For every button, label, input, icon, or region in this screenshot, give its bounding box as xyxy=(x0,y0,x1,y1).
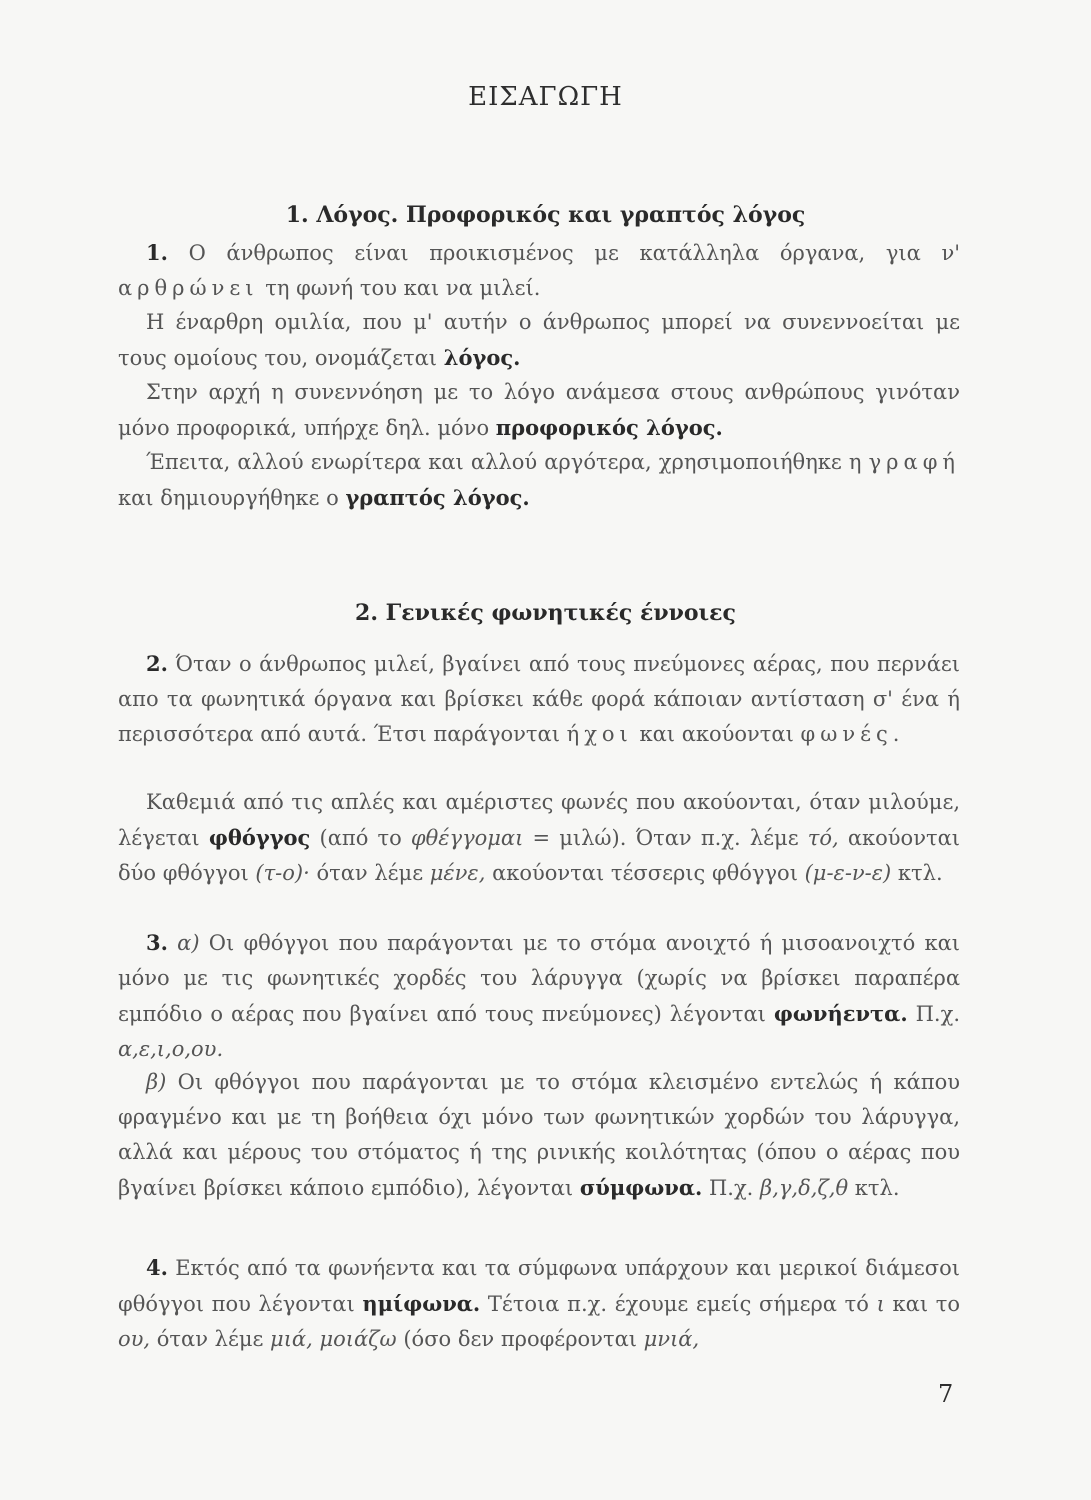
paragraph-3 xyxy=(118,375,960,446)
page-title: ΕΙΣΑΓΩΓΗ xyxy=(468,82,623,112)
bold-term: ημίφωνα. xyxy=(362,1291,481,1316)
italic-term: α) xyxy=(167,931,200,955)
paragraph-text: Καθεμιά από τις απλές και αμέριστες φωνές που ακούονται, όταν μιλούμε, λέγεται xyxy=(118,790,960,850)
paragraph-text: όταν λέμε xyxy=(150,1327,271,1351)
paragraph-text: κτλ. xyxy=(848,1176,900,1200)
paragraph-text: Στην αρχή η συνεννόηση με το λόγο ανάμεσα στους ανθρώπους γινόταν μόνο προφορικά, υπήρχε δηλ. μόνο xyxy=(118,380,960,440)
paragraph-text: Όταν ο άνθρωπος μιλεί, βγαίνει από τους πνεύμονες αέρας, που περνάει απο τα φωνητικά όργανα και βρίσκει κάθε φορά κάποιαν αντίσταση σ' ένα ή περισσότερα από αυτά. Έτσι παράγονται xyxy=(118,652,960,746)
italic-term: μένε, xyxy=(429,861,486,885)
spaced-term: ήχοι xyxy=(566,722,633,746)
spaced-term: φωνές. xyxy=(800,722,905,746)
paragraph-text: και δημιουργήθηκε ο xyxy=(118,486,346,510)
paragraph-text: Τέτοια π.χ. έχουμε εμείς σήμερα τό xyxy=(480,1292,877,1316)
paragraph-text: όταν λέμε xyxy=(309,861,430,885)
italic-term: ι xyxy=(876,1292,885,1316)
paragraph-text: Π.χ. xyxy=(702,1176,761,1200)
paragraph-8 xyxy=(118,1065,960,1206)
paragraph-text: = μιλώ). Όταν π.χ. λέμε xyxy=(523,826,808,850)
bold-term: γραπτός λόγος. xyxy=(345,485,530,510)
bold-term: σύμφωνα. xyxy=(579,1175,703,1200)
spaced-term: αρθρώνει xyxy=(118,276,259,300)
bold-term: φθόγγος xyxy=(208,825,311,850)
paragraph-4 xyxy=(118,445,960,516)
paragraph-7 xyxy=(118,925,960,1067)
paragraph-text: κτλ. xyxy=(891,861,943,885)
paragraph-2 xyxy=(118,305,960,376)
paragraph-text: Η έναρθρη ομιλία, που μ' αυτήν ο άνθρωπος μπορεί να συνεννοείται με τους ομοίους του, ονομάζεται xyxy=(118,310,960,370)
paragraph-number: 4. xyxy=(146,1255,168,1280)
paragraph-text: και ακούονται xyxy=(632,722,801,746)
italic-term: μνιά, xyxy=(643,1327,700,1351)
paragraph-6 xyxy=(118,785,960,891)
paragraph-5 xyxy=(118,646,960,752)
bold-term: φωνήεντα. xyxy=(773,1001,908,1026)
bold-term: προφορικός λόγος. xyxy=(495,415,723,440)
section-title-2: 2. Γενικές φωνητικές έννοιες xyxy=(355,600,736,626)
paragraph-text: ακούονται τέσσερις φθόγγοι xyxy=(485,861,805,885)
paragraph-9 xyxy=(118,1250,960,1357)
paragraph-text: Ο άνθρωπος είναι προικισμένος με κατάλληλα όργανα, για ν' xyxy=(167,241,960,265)
paragraph-1 xyxy=(118,235,960,306)
italic-term: μιά, μοιάζω xyxy=(270,1327,397,1351)
italic-term: φθέγγομαι xyxy=(410,826,524,850)
italic-term: τό, xyxy=(807,826,839,850)
italic-term: α,ε,ι,ο,ου. xyxy=(118,1037,224,1061)
paragraph-text: (από το xyxy=(310,826,411,850)
page-number: 7 xyxy=(938,1380,954,1408)
bold-term: λόγος. xyxy=(443,345,521,370)
spaced-term: γραφή xyxy=(868,450,960,474)
paragraph-text: Εκτός από τα φωνήεντα και τα σύμφωνα υπάρχουν και μερικοί διάμεσοι φθόγγοι που λέγονται xyxy=(118,1256,960,1316)
paragraph-number: 2. xyxy=(146,651,168,676)
paragraph-text: Π.χ. xyxy=(907,1002,960,1026)
italic-term: (μ-ε-ν-ε) xyxy=(804,861,892,885)
paragraph-number: 3. xyxy=(146,930,168,955)
italic-term: (τ-ο)· xyxy=(255,861,310,885)
italic-term: β,γ,δ,ζ,θ xyxy=(760,1176,849,1200)
paragraph-text: ακούονται δύο φθόγγοι xyxy=(118,826,960,885)
paragraph-text: (όσο δεν προφέρονται xyxy=(396,1327,644,1351)
paragraph-number: 1. xyxy=(146,240,168,265)
paragraph-text: τη φωνή του και να μιλεί. xyxy=(258,276,541,300)
paragraph-text: Έπειτα, αλλού ενωρίτερα και αλλού αργότερα, χρησιμοποιήθηκε η xyxy=(146,450,869,474)
italic-term: ου, xyxy=(118,1327,151,1351)
paragraph-text: και το xyxy=(884,1292,961,1316)
italic-term: β) xyxy=(146,1070,167,1094)
paragraph-text: Οι φθόγγοι που παράγονται με το στόμα κλεισμένο εντελώς ή κάπου φραγμένο και με τη βοήθεια όχι μόνο των φωνητικών χορδών του λάρυγγα, αλλά και μέρους του στόματος ή της ρινικής κοιλότητας (όπου ο αέρας που βγαίνει βρίσκει κάποιο εμπόδιο), λέγονται xyxy=(118,1070,960,1200)
section-title-1: 1. Λόγος. Προφορικός και γραπτός λόγος xyxy=(285,202,806,228)
paragraph-text: Οι φθόγγοι που παράγονται με το στόμα ανοιχτό ή μισοανοιχτό και μόνο με τις φωνητικές χορδές του λάρυγγα (χωρίς να βρίσκει παραπέρα εμπόδιο ο αέρας που βγαίνει από τους πνεύμονες) λέγονται xyxy=(118,931,960,1026)
